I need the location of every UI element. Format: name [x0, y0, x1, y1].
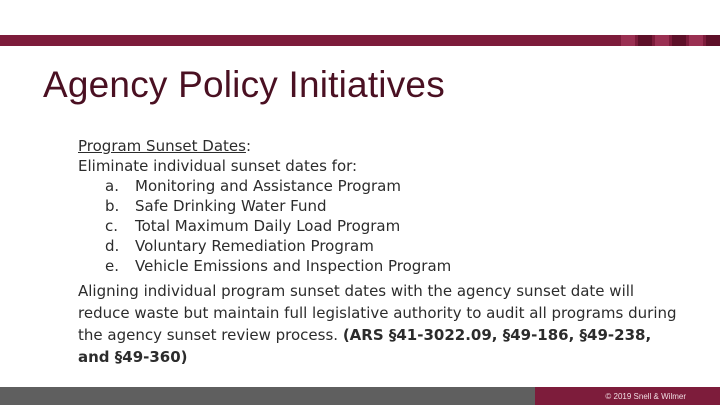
list-marker: c.: [105, 217, 119, 235]
decor-square: [638, 35, 652, 46]
list-item: [78, 196, 678, 216]
slide-content: [78, 136, 678, 368]
list-item: [78, 176, 678, 196]
section-heading-suffix: :: [245, 137, 252, 155]
list-marker: d.: [105, 237, 120, 255]
section-heading-text: Program Sunset Dates: [78, 137, 246, 155]
decor-square: [706, 35, 720, 46]
slide-title: Agency Policy Initiatives: [43, 64, 445, 105]
paragraph-text: Aligning individual program sunset dates with the agency sunset date will reduce waste but maintain full legislative authority to audit all programs during the agency sunset review process.: [78, 282, 677, 344]
list-item-text: Safe Drinking Water Fund: [135, 197, 327, 215]
citation-text: (ARS §41-3022.09, §49-186, §49-238, and §49-360): [78, 326, 652, 366]
list-item-text: Vehicle Emissions and Inspection Program: [135, 257, 452, 275]
decor-square: [621, 35, 635, 46]
list-item-text: Monitoring and Assistance Program: [135, 177, 401, 195]
intro-text: Eliminate individual sunset dates for:: [78, 157, 358, 175]
list-marker: a.: [105, 177, 119, 195]
list-item: [78, 256, 678, 276]
list-item: [78, 216, 678, 236]
decor-square: [655, 35, 669, 46]
copyright-text: © 2019 Snell & Wilmer: [605, 392, 686, 401]
list-marker: e.: [105, 257, 119, 275]
list-item-text: Total Maximum Daily Load Program: [135, 217, 401, 235]
list-marker: b.: [105, 197, 120, 215]
list-item-text: Voluntary Remediation Program: [135, 237, 374, 255]
top-accent-band: [0, 35, 720, 46]
section-heading: [78, 136, 678, 156]
footer-gray-band: [0, 387, 535, 405]
top-decorative-squares: [621, 35, 720, 46]
body-paragraph: [78, 280, 678, 368]
decor-square: [689, 35, 703, 46]
list-item: [78, 236, 678, 256]
program-list: [78, 176, 678, 276]
decor-square: [672, 35, 686, 46]
